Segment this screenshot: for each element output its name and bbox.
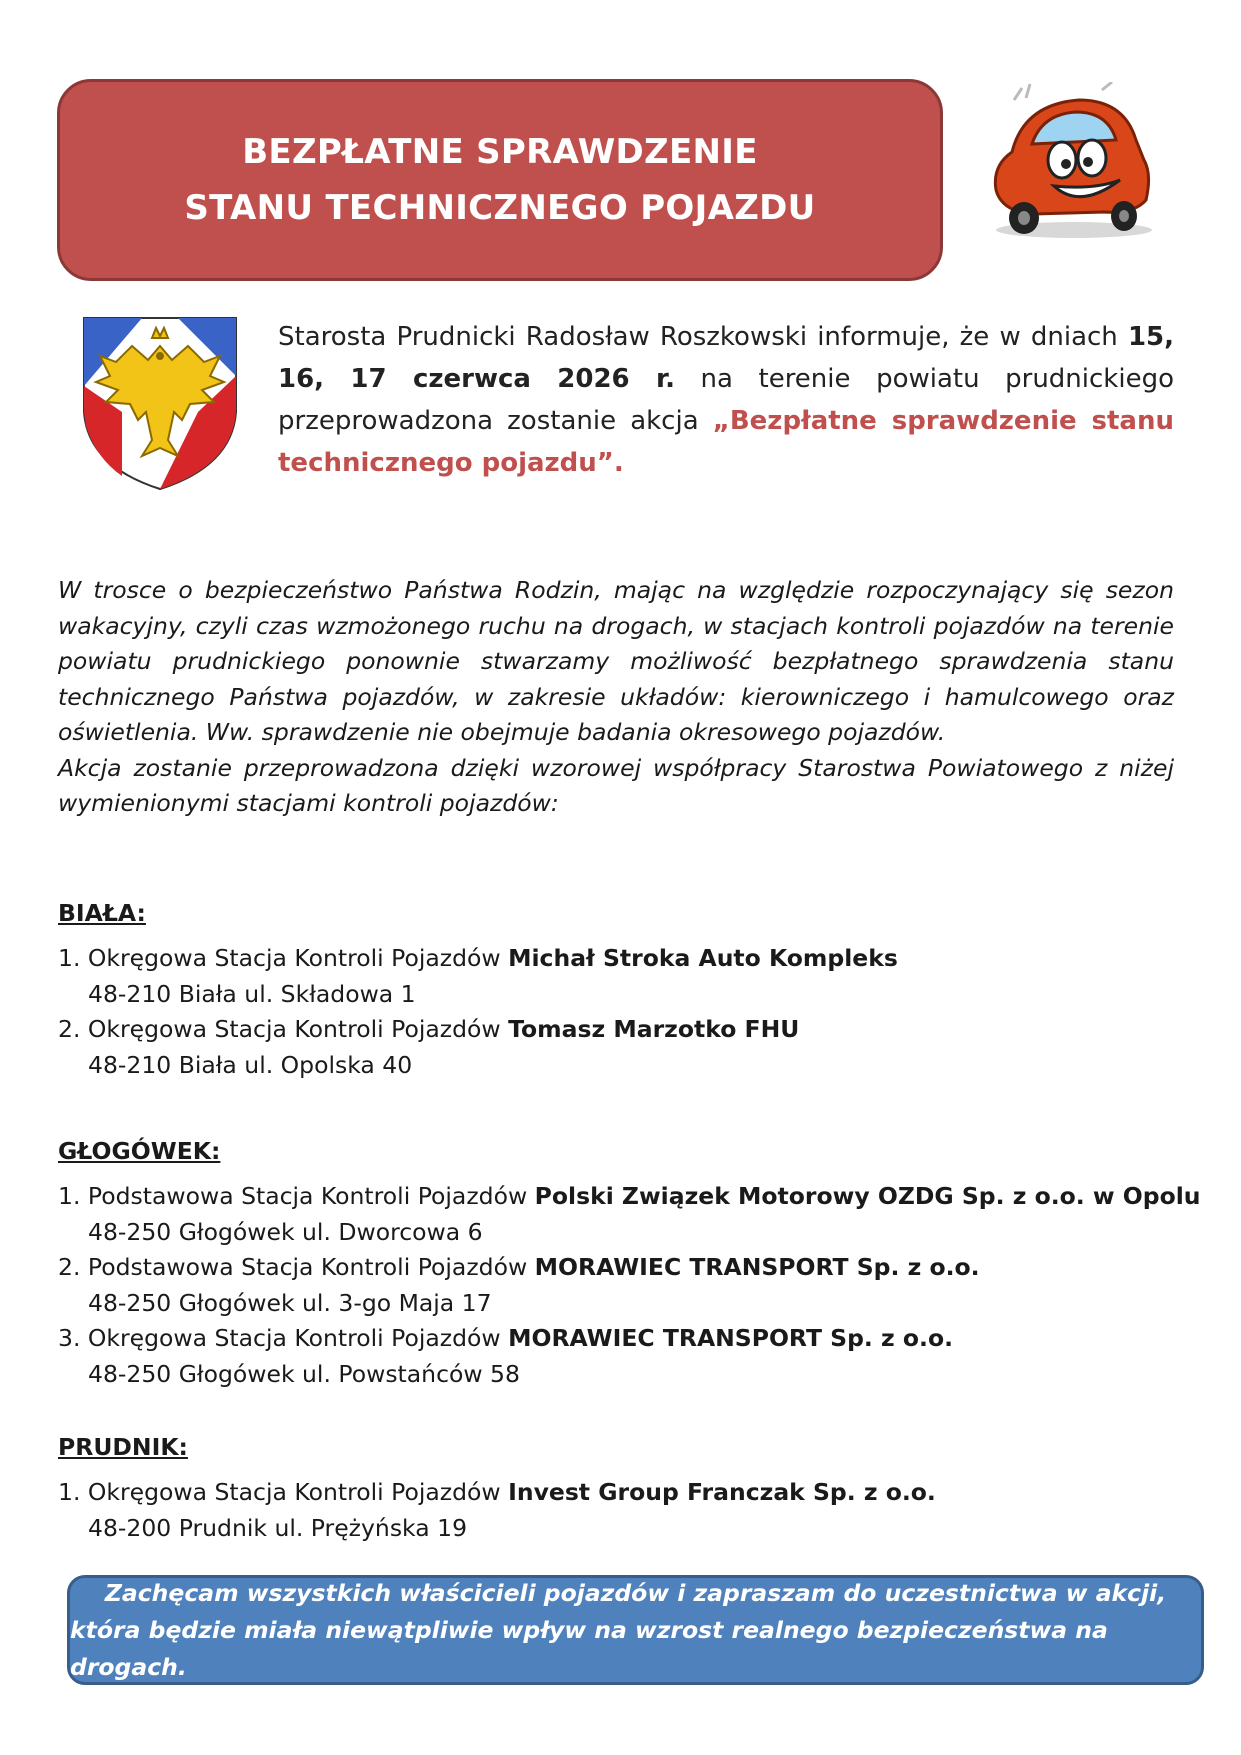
station-prefix: 2. Okręgowa Stacja Kontroli Pojazdów: [58, 1015, 509, 1043]
station-name: MORAWIEC TRANSPORT Sp. z o.o.: [534, 1253, 980, 1281]
cartoon-car-icon: [984, 82, 1158, 242]
body-paragraph-2: Akcja zostanie przeprowadzona dzięki wzorowej współpracy Starostwa Powiatowego z niżej wymienionymi stacjami kontroli pojazdów:: [58, 753, 1174, 817]
station-address: 48-250 Głogówek ul. 3-go Maja 17: [88, 1288, 492, 1317]
station-address: 48-250 Głogówek ul. Powstańców 58: [88, 1359, 520, 1388]
station-entry: [58, 1250, 1178, 1321]
section-glogowek: [58, 1133, 1201, 1392]
station-entry: [58, 941, 1178, 1012]
station-prefix: 1. Podstawowa Stacja Kontroli Pojazdów: [58, 1182, 535, 1210]
footer-line-2: która będzie miała niewątpliwie wpływ na wzrost realnego bezpieczeństwa na drogach.: [70, 1615, 1108, 1681]
section-heading: PRUDNIK:: [58, 1433, 188, 1461]
section-prudnik: [58, 1429, 1178, 1546]
intro-text-start: Starosta Prudnicki Radosław Roszkowski informuje, że w dniach: [278, 322, 1128, 352]
station-name: Polski Związek Motorowy OZDG Sp. z o.o. w Opolu: [534, 1182, 1201, 1210]
station-prefix: 1. Okręgowa Stacja Kontroli Pojazdów: [58, 944, 509, 972]
intro-action-name: „Bezpłatne sprawdzenie stanu technicznego pojazdu”.: [278, 406, 1175, 478]
section-heading: GŁOGÓWEK:: [58, 1137, 221, 1165]
station-prefix: 3. Okręgowa Stacja Kontroli Pojazdów: [58, 1324, 509, 1352]
station-name: MORAWIEC TRANSPORT Sp. z o.o.: [508, 1324, 954, 1352]
station-name: Tomasz Marzotko FHU: [508, 1015, 800, 1043]
station-entry: [58, 1475, 1178, 1546]
station-name: Invest Group Franczak Sp. z o.o.: [508, 1478, 936, 1506]
body-paragraph-1: W trosce o bezpieczeństwo Państwa Rodzin, mając na względzie rozpoczynający się sezon wakacyjny, czyli czas wzmożonego ruchu na drogach, w stacjach kontroli pojazdów na terenie powiatu prudnickiego ponownie stwarzamy możliwość bezpłatnego sprawdzenia stanu technicznego Państwa pojazdów, w zakresie układów: kierowniczego i hamulcowego oraz oświetlenia. Ww. sprawdzenie nie obejmuje badania okresowego pojazdów.: [58, 576, 1174, 746]
section-biala: [58, 895, 1178, 1083]
station-address: 48-210 Biała ul. Opolska 40: [88, 1050, 413, 1079]
title-line-2: STANU TECHNICZNEGO POJAZDU: [184, 188, 816, 228]
intro-text-middle: na terenie powiatu prudnickiego przeprowadzona zostanie akcja: [278, 364, 1174, 436]
station-name: Michał Stroka Auto Kompleks: [508, 944, 898, 972]
station-prefix: 2. Podstawowa Stacja Kontroli Pojazdów: [58, 1253, 535, 1281]
intro-dates: 15, 16, 17 czerwca 2026 r.: [278, 322, 1174, 394]
body-paragraphs: [58, 573, 1174, 822]
station-address: 48-250 Głogówek ul. Dworcowa 6: [88, 1217, 483, 1246]
station-entry: [58, 1321, 1178, 1392]
station-entry: [58, 1179, 1201, 1250]
title-line-1: BEZPŁATNE SPRAWDZENIE: [242, 132, 758, 172]
footer-line-1: Zachęcam wszystkich właścicieli pojazdów i zapraszam do uczestnictwa w akcji,: [104, 1578, 1167, 1607]
station-prefix: 1. Okręgowa Stacja Kontroli Pojazdów: [58, 1478, 509, 1506]
station-address: 48-210 Biała ul. Składowa 1: [88, 979, 416, 1008]
title-banner: [57, 79, 943, 281]
coat-of-arms-eagle-icon: [82, 316, 238, 491]
footer-appeal-box: [67, 1575, 1204, 1685]
station-entry: [58, 1012, 1178, 1083]
station-address: 48-200 Prudnik ul. Prężyńska 19: [88, 1513, 468, 1542]
section-heading: BIAŁA:: [58, 899, 146, 927]
intro-paragraph: [278, 316, 1174, 484]
